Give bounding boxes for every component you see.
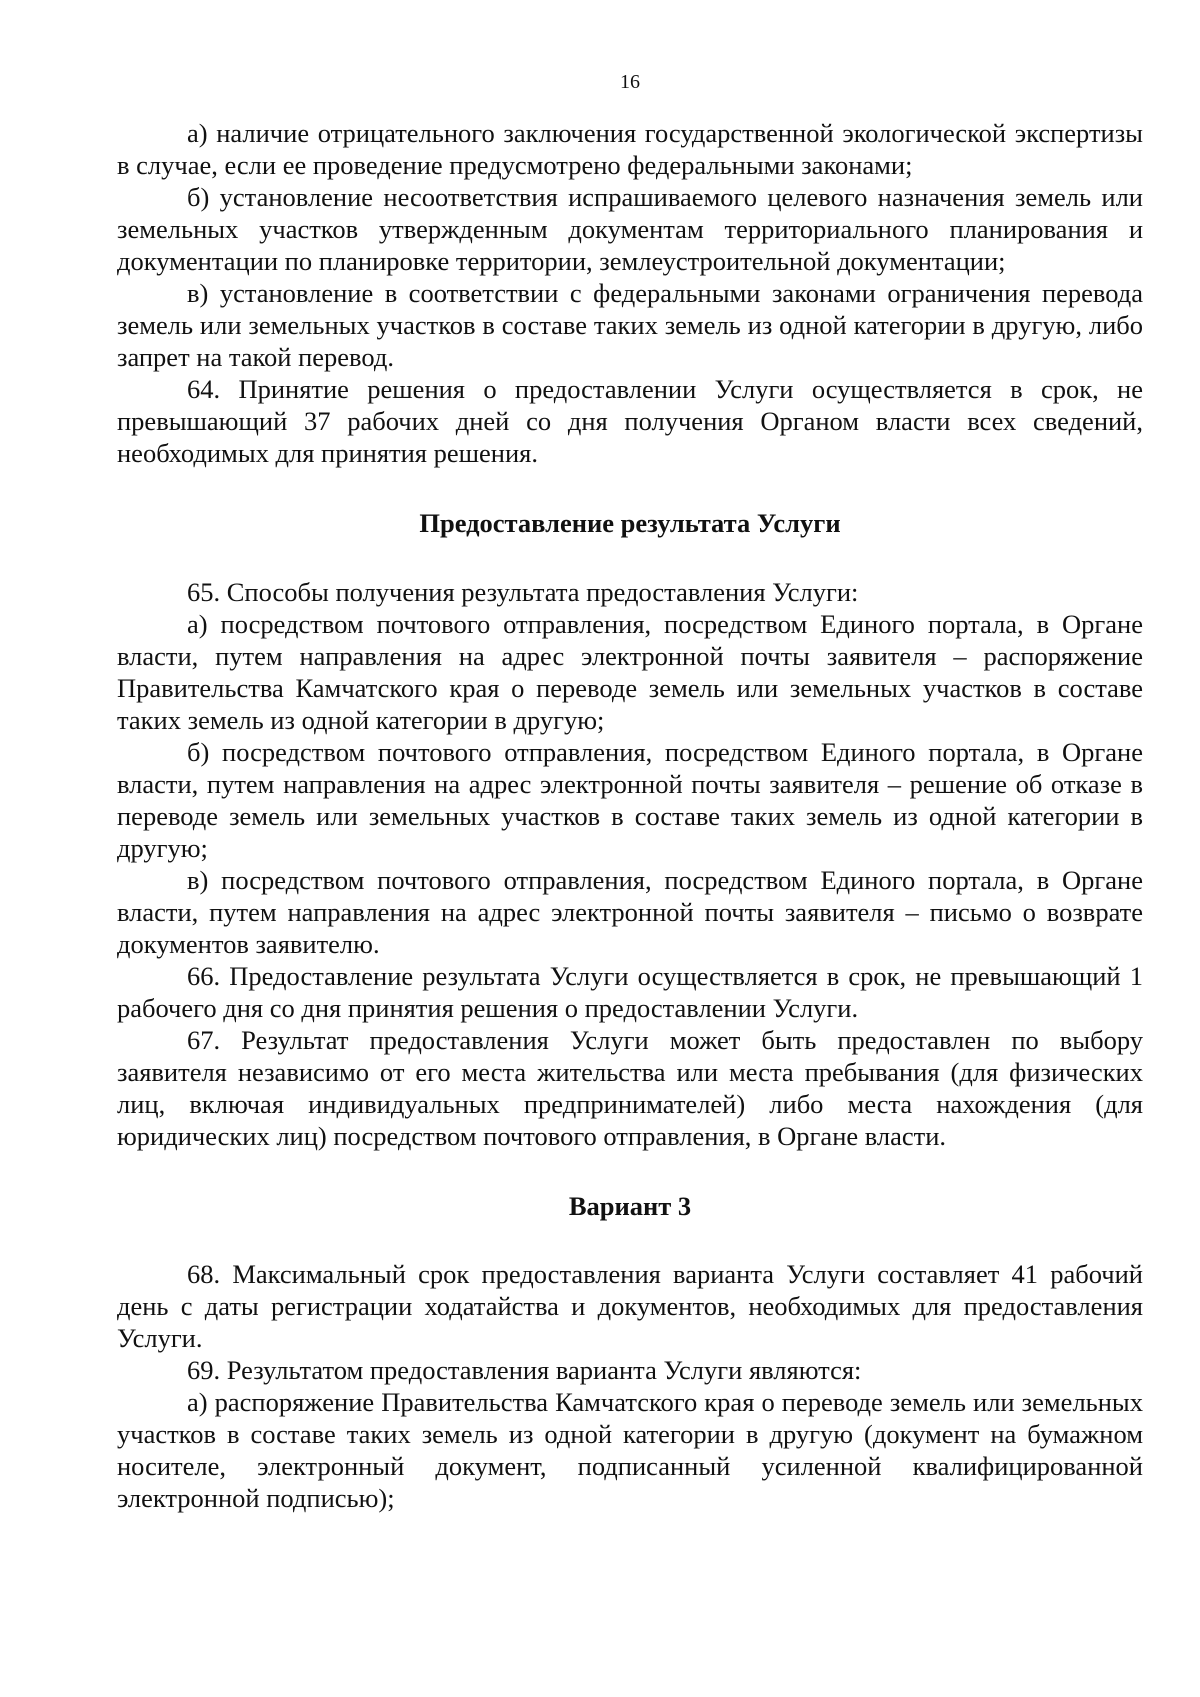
- paragraph-b-mismatch: б) установление несоответствия испрашиваемого целевого назначения земель или земельных участков утвержденным документам территориального планирования и документации по планировке территории, землеустроительной документации;: [117, 182, 1143, 276]
- section-heading-variant-3: Вариант 3: [568, 1191, 692, 1221]
- paragraph-68: 68. Максимальный срок предоставления варианта Услуги составляет 41 рабочий день с даты регистрации ходатайства и документов, необходимых для предоставления Услуги.: [117, 1259, 1143, 1353]
- paragraph-v-restriction: в) установление в соответствии с федеральными законами ограничения перевода земель или земельных участков в составе таких земель из одной категории в другую, либо запрет на такой перевод.: [117, 278, 1143, 372]
- paragraph-67: 67. Результат предоставления Услуги может быть предоставлен по выбору заявителя независимо от его места жительства или места пребывания (для физических лиц, включая индивидуальных предпринимателей) либо места нахождения (для юридических лиц) посредством почтового отправления, в Органе власти.: [117, 1025, 1143, 1151]
- paragraph-65-b: б) посредством почтового отправления, посредством Единого портала, в Органе власти, путем направления на адрес электронной почты заявителя – решение об отказе в переводе земель или земельных участков в составе таких земель из одной категории в другую;: [117, 737, 1143, 863]
- paragraph-a-negative-expertise: а) наличие отрицательного заключения государственной экологической экспертизы в случае, если ее проведение предусмотрено федеральными законами;: [117, 118, 1143, 180]
- paragraph-64: 64. Принятие решения о предоставлении Услуги осуществляется в срок, не превышающий 37 рабочих дней со дня получения Органом власти всех сведений, необходимых для принятия решения.: [117, 374, 1143, 468]
- document-page: [117, 70, 1143, 1514]
- paragraph-65-v: в) посредством почтового отправления, посредством Единого портала, в Органе власти, путем направления на адрес электронной почты заявителя – письмо о возврате документов заявителю.: [117, 865, 1143, 959]
- paragraph-65: 65. Способы получения результата предоставления Услуги:: [187, 577, 859, 607]
- paragraph-66: 66. Предоставление результата Услуги осуществляется в срок, не превышающий 1 рабочего дня со дня принятия решения о предоставлении Услуги.: [117, 961, 1143, 1023]
- paragraph-69-a: а) распоряжение Правительства Камчатского края о переводе земель или земельных участков в составе таких земель из одной категории в другую (документ на бумажном носителе, электронный документ, подписанный усиленной квалифицированной электронной подписью);: [117, 1387, 1143, 1513]
- section-heading-result: Предоставление результата Услуги: [419, 508, 841, 538]
- page-number: 16: [620, 71, 640, 93]
- paragraph-65-a: а) посредством почтового отправления, посредством Единого портала, в Органе власти, путем направления на адрес электронной почты заявителя – распоряжение Правительства Камчатского края о переводе земель или земельных участков в составе таких земель из одной категории в другую;: [117, 609, 1143, 735]
- paragraph-69: 69. Результатом предоставления варианта Услуги являются:: [187, 1355, 862, 1385]
